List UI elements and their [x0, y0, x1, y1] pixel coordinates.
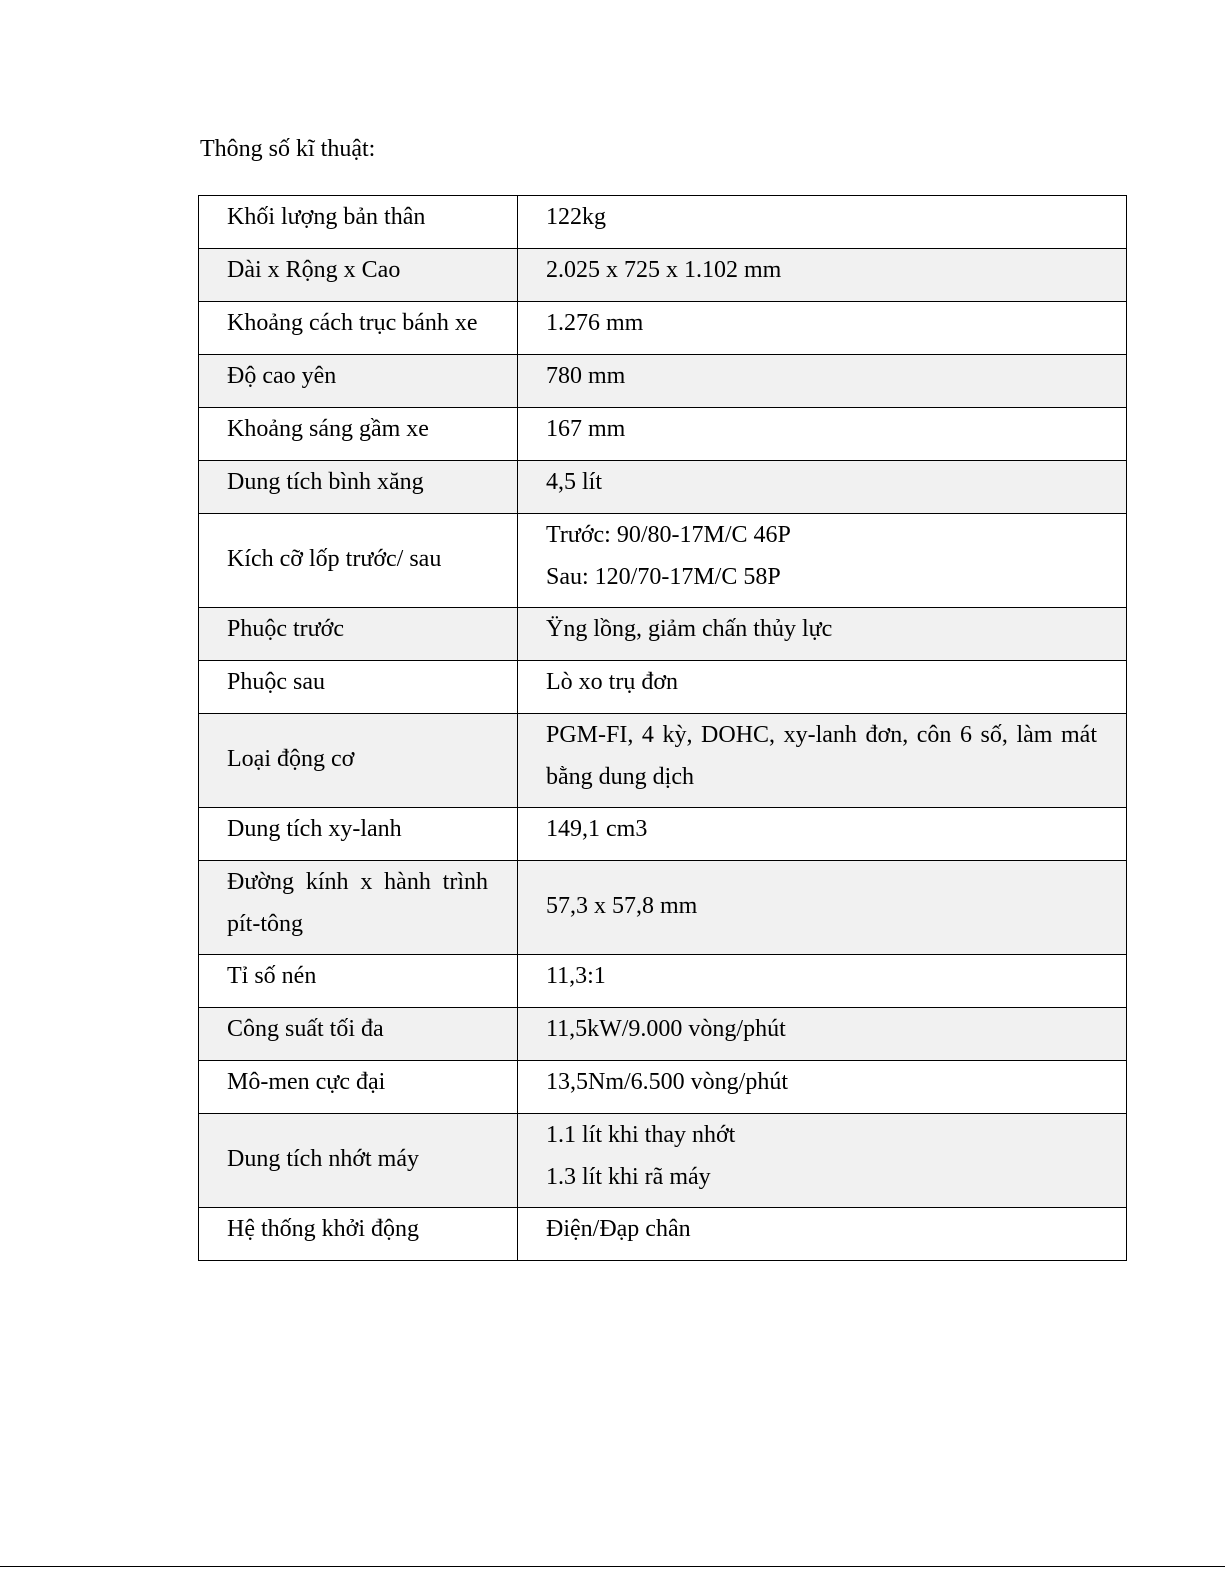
spec-value: Ÿng lồng, giảm chấn thủy lực [518, 608, 1127, 661]
spec-label: Khối lượng bản thân [199, 196, 518, 249]
spec-value: Điện/Đạp chân [518, 1208, 1127, 1261]
spec-label: Công suất tối đa [199, 1008, 518, 1061]
spec-value: 4,5 lít [518, 461, 1127, 514]
table-row [199, 514, 1127, 608]
spec-label: Loại động cơ [199, 714, 518, 808]
spec-value: 122kg [518, 196, 1127, 249]
spec-label: Phuộc trước [199, 608, 518, 661]
spec-value: Lò xo trụ đơn [518, 661, 1127, 714]
table-row [199, 808, 1127, 861]
table-row [199, 955, 1127, 1008]
spec-label: Độ cao yên [199, 355, 518, 408]
table-row [199, 1008, 1127, 1061]
page-bottom-divider [0, 1566, 1225, 1567]
spec-label: Tỉ số nén [199, 955, 518, 1008]
spec-label: Mô-men cực đại [199, 1061, 518, 1114]
table-row [199, 302, 1127, 355]
spec-label: Kích cỡ lốp trước/ sau [199, 514, 518, 608]
spec-label: Dài x Rộng x Cao [199, 249, 518, 302]
spec-value: 2.025 x 725 x 1.102 mm [518, 249, 1127, 302]
spec-value [518, 1114, 1127, 1208]
spec-label: Phuộc sau [199, 661, 518, 714]
table-row [199, 1061, 1127, 1114]
spec-label: Khoảng cách trục bánh xe [199, 302, 518, 355]
spec-value: 780 mm [518, 355, 1127, 408]
spec-label: Hệ thống khởi động [199, 1208, 518, 1261]
spec-label: Dung tích bình xăng [199, 461, 518, 514]
specs-table [198, 195, 1127, 1261]
spec-value [518, 514, 1127, 608]
spec-label: Dung tích xy-lanh [199, 808, 518, 861]
table-row [199, 861, 1127, 955]
spec-value-line: Trước: 90/80-17M/C 46P [546, 522, 791, 548]
table-row [199, 1114, 1127, 1208]
table-row [199, 408, 1127, 461]
spec-value-line: Sau: 120/70-17M/C 58P [546, 564, 781, 590]
spec-value: 13,5Nm/6.500 vòng/phút [518, 1061, 1127, 1114]
spec-value: 11,3:1 [518, 955, 1127, 1008]
table-row [199, 661, 1127, 714]
table-row [199, 249, 1127, 302]
table-row [199, 355, 1127, 408]
section-heading: Thông số kĩ thuật: [200, 136, 376, 162]
spec-label: Dung tích nhớt máy [199, 1114, 518, 1208]
spec-value: 11,5kW/9.000 vòng/phút [518, 1008, 1127, 1061]
spec-value: 1.276 mm [518, 302, 1127, 355]
spec-value: PGM-FI, 4 kỳ, DOHC, xy-lanh đơn, côn 6 số, làm mát bằng dung dịch [518, 714, 1127, 808]
table-row [199, 461, 1127, 514]
spec-value: 57,3 x 57,8 mm [518, 861, 1127, 955]
table-row [199, 608, 1127, 661]
spec-label: Đường kính x hành trình pít-tông [199, 861, 518, 955]
spec-value: 167 mm [518, 408, 1127, 461]
table-row [199, 714, 1127, 808]
spec-label: Khoảng sáng gầm xe [199, 408, 518, 461]
spec-value-line: 1.3 lít khi rã máy [546, 1164, 711, 1190]
spec-value-line: 1.1 lít khi thay nhớt [546, 1122, 736, 1148]
table-row [199, 196, 1127, 249]
spec-value: 149,1 cm3 [518, 808, 1127, 861]
table-row [199, 1208, 1127, 1261]
